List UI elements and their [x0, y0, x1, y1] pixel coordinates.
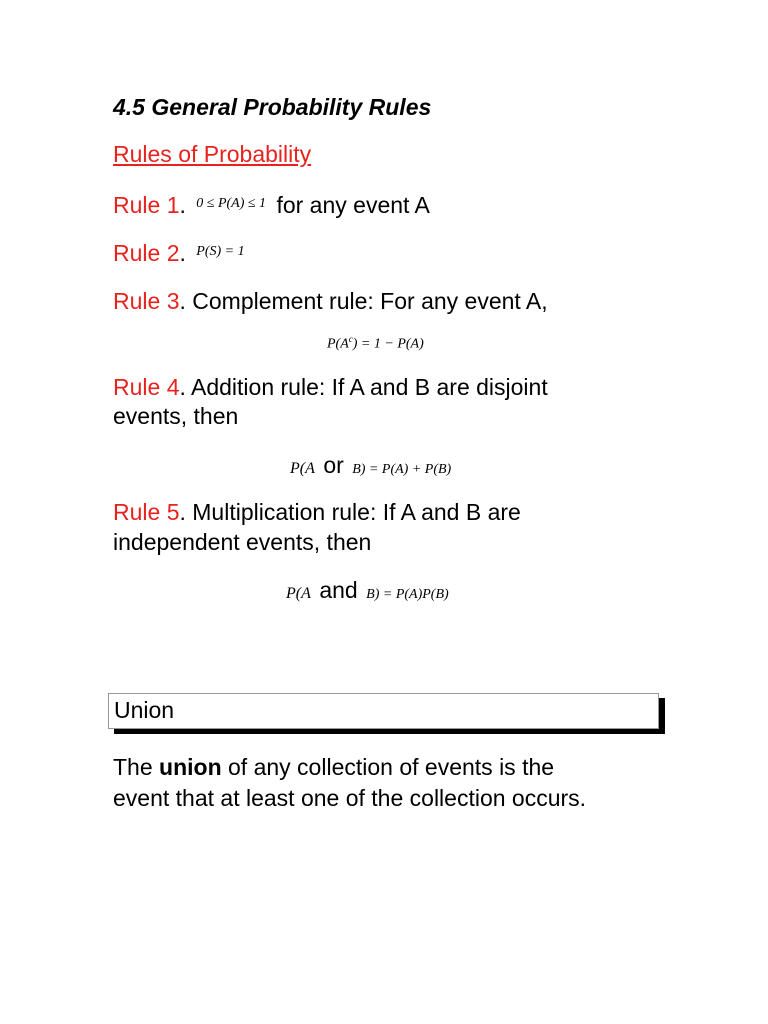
rule-1-line: Rule 1. $^{0 \le P(A) \le 1}$ for any event A — [113, 192, 430, 218]
rule-3-formula: $P(A^c) = 1 - P(A)$ — [327, 334, 424, 352]
rule-4-line: Rule 4. Addition rule: If A and B are disjoint — [113, 374, 548, 400]
rule-5-text-line2: independent events, then — [113, 529, 372, 555]
rule-4-formula: P(A or B) = P(A) + P(B) — [290, 452, 452, 478]
rule-1-label: Rule 1 — [113, 192, 180, 218]
union-bold-term: union — [159, 754, 222, 780]
rule-4-text-line2: events, then — [113, 403, 239, 429]
rule-1-formula: 0 ≤ P(A) ≤ 1 — [196, 196, 267, 211]
rule-2-line: Rule 2. $^{P(S) = 1}$ — [113, 240, 245, 266]
rule-3-line: Rule 3. Complement rule: For any event A, — [113, 288, 548, 314]
rules-of-probability-heading: Rules of Probability — [113, 141, 312, 167]
rule-3-label: Rule 3 — [113, 288, 180, 314]
rule-5-formula: P(A and B) = P(A)P(B) — [286, 577, 449, 603]
rule-5-text-line1: Multiplication rule: If A and B are — [192, 499, 521, 525]
rule-4-text-line1: Addition rule: If A and B are disjoint — [191, 374, 548, 400]
rule-3-text: Complement rule: For any event A, — [192, 288, 548, 314]
rule-5-line: Rule 5. Multiplication rule: If A and B are — [113, 499, 521, 525]
union-heading-label: Union — [114, 697, 175, 723]
rule-2-formula: P(S) = 1 — [196, 244, 245, 259]
rule-1-text: for any event A — [276, 192, 430, 218]
rule-4-label: Rule 4 — [113, 374, 180, 400]
union-heading-box — [108, 693, 659, 729]
rule-5-connector: and — [319, 577, 358, 603]
rule-4-connector: or — [323, 452, 344, 478]
page-title: 4.5 General Probability Rules — [113, 94, 432, 120]
rule-5-label: Rule 5 — [113, 499, 180, 525]
union-definition-paragraph: The union of any collection of events is the event that at least one of the collection occurs. — [113, 754, 587, 811]
rule-2-label: Rule 2 — [113, 240, 180, 266]
